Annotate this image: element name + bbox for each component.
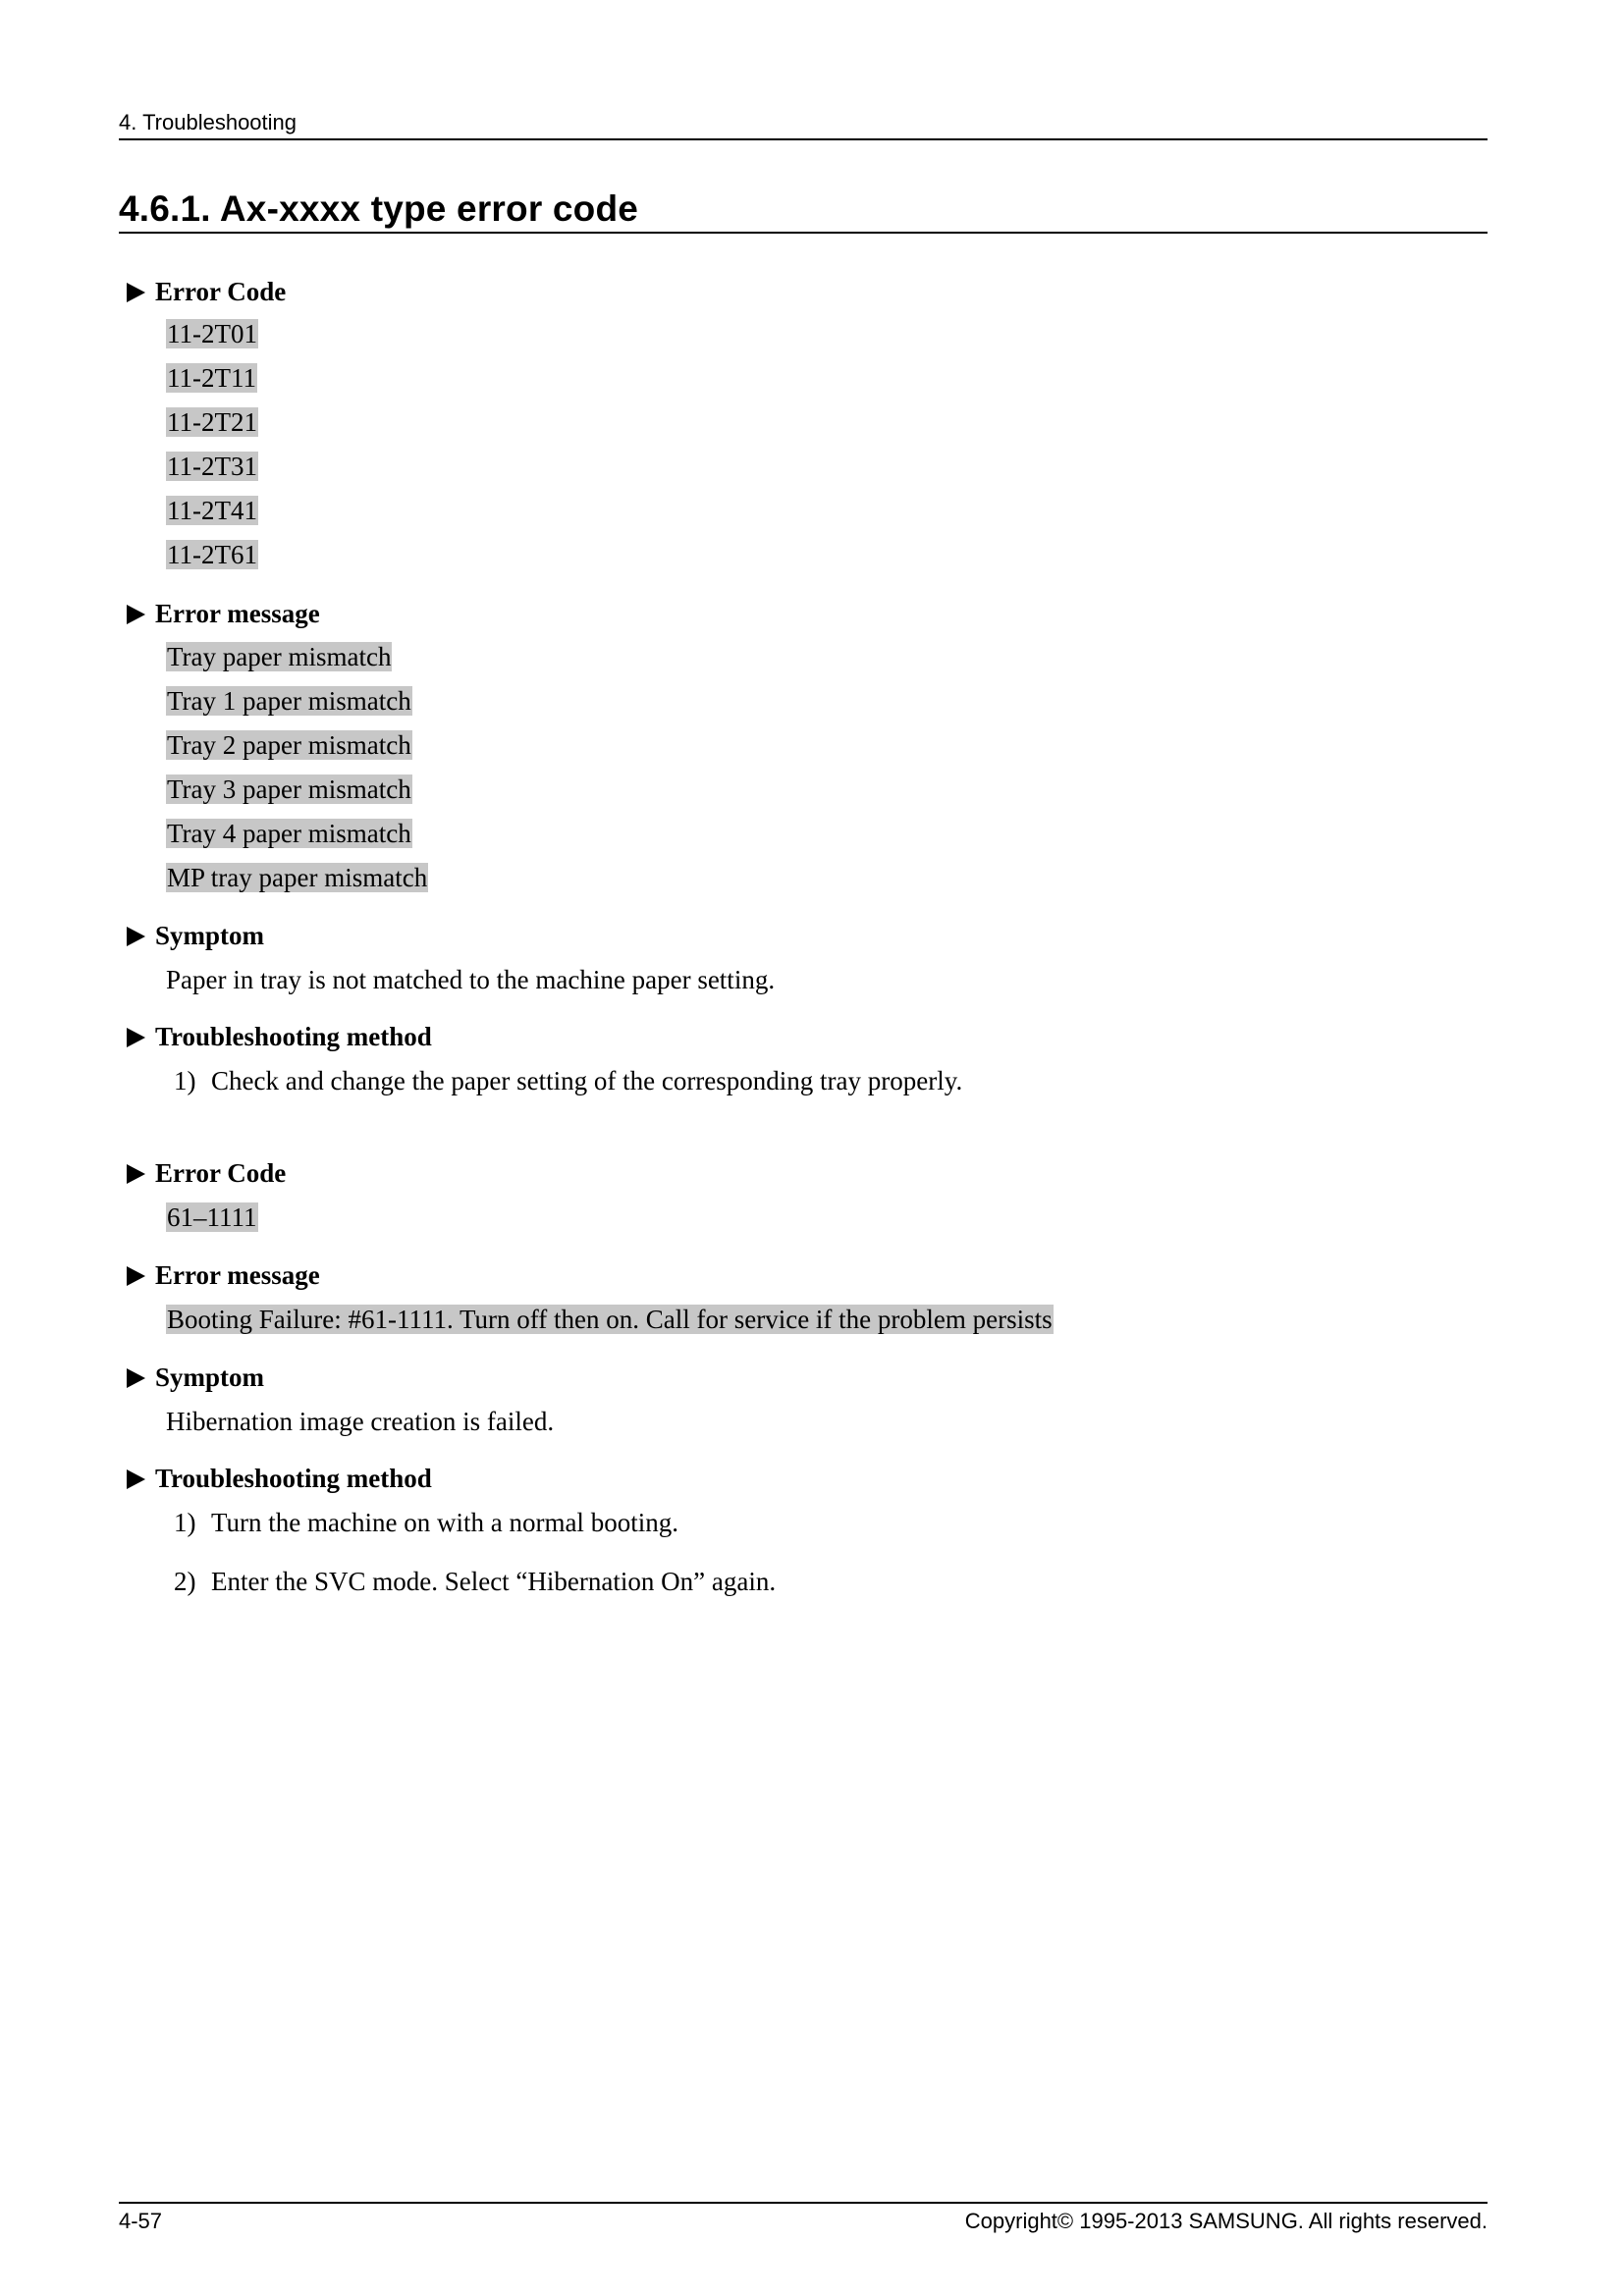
error-message-item: Tray 2 paper mismatch <box>167 730 411 760</box>
symptom-heading: Symptom <box>127 1362 264 1392</box>
arrow-bullet-icon <box>127 1469 145 1489</box>
error-code-heading: Error Code <box>127 277 286 306</box>
error-code-item: 11-2T11 <box>167 363 256 393</box>
error-message-heading: Error message <box>127 599 320 628</box>
symptom-text: Paper in tray is not matched to the machine paper setting. <box>166 965 776 994</box>
arrow-bullet-icon <box>127 1266 145 1286</box>
error-message-item: MP tray paper mismatch <box>167 863 428 892</box>
error-message-item: Booting Failure: #61-1111. Turn off then on. Call for service if the problem persists <box>167 1305 1053 1334</box>
error-message-item: Tray 4 paper mismatch <box>167 819 411 848</box>
symptom-heading: Symptom <box>127 921 264 950</box>
symptom-text: Hibernation image creation is failed. <box>166 1407 555 1436</box>
error-code-item: 11-2T31 <box>167 452 257 481</box>
error-code-item: 61–1111 <box>167 1202 257 1232</box>
arrow-bullet-icon <box>127 1164 145 1184</box>
arrow-bullet-icon <box>127 927 145 946</box>
error-message-item: Tray 3 paper mismatch <box>167 774 411 804</box>
page-number: 4-57 <box>119 2209 163 2233</box>
arrow-bullet-icon <box>127 605 145 624</box>
error-message-item: Tray 1 paper mismatch <box>167 686 411 716</box>
chapter-header: 4. Troubleshooting <box>119 110 298 134</box>
troubleshooting-method-heading: Troubleshooting method <box>127 1464 432 1493</box>
method-step: 1) Check and change the paper setting of the corresponding tray properly. <box>174 1066 963 1095</box>
error-code-item: 11-2T61 <box>167 540 257 569</box>
error-message-heading: Error message <box>127 1260 320 1290</box>
arrow-bullet-icon <box>127 283 145 302</box>
error-code-item: 11-2T41 <box>167 496 257 525</box>
title-divider <box>119 232 1488 234</box>
arrow-bullet-icon <box>127 1028 145 1047</box>
footer-divider <box>119 2202 1488 2204</box>
error-code-heading: Error Code <box>127 1158 286 1188</box>
error-code-item: 11-2T01 <box>167 319 257 348</box>
method-step: 2) Enter the SVC mode. Select “Hibernation On” again. <box>174 1567 777 1596</box>
header-divider <box>119 138 1488 140</box>
error-message-item: Tray paper mismatch <box>167 642 392 671</box>
section-title: 4.6.1. Ax-xxxx type error code <box>119 188 639 229</box>
error-code-item: 11-2T21 <box>167 407 257 437</box>
method-step: 1) Turn the machine on with a normal booting. <box>174 1508 678 1537</box>
copyright-notice: Copyright© 1995-2013 SAMSUNG. All rights reserved. <box>964 2209 1488 2233</box>
troubleshooting-method-heading: Troubleshooting method <box>127 1022 432 1051</box>
arrow-bullet-icon <box>127 1368 145 1388</box>
